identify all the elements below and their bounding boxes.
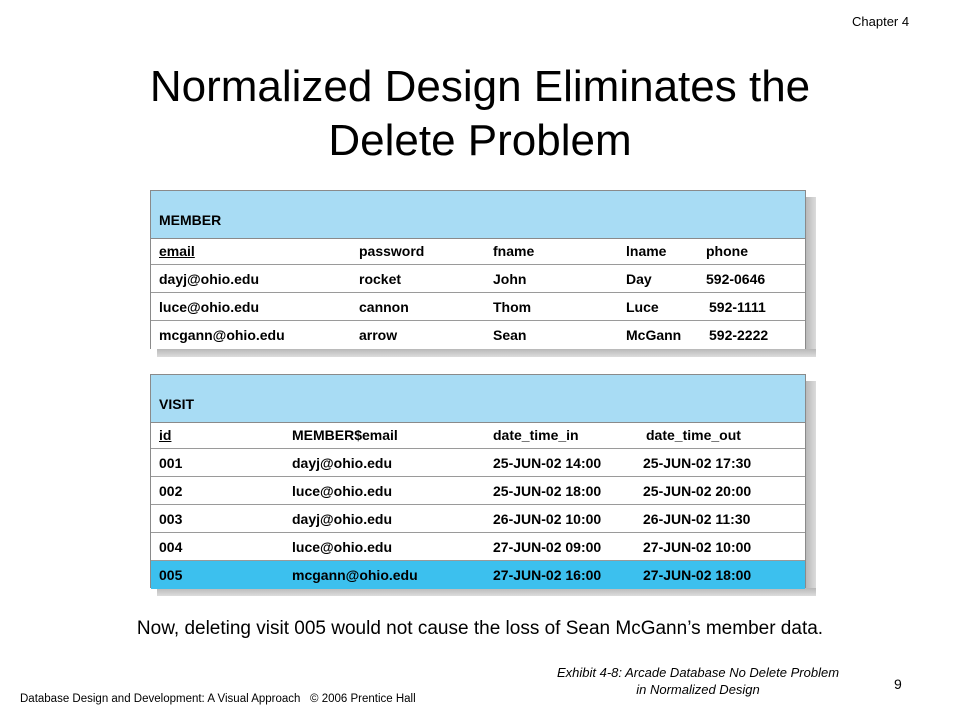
exhibit-caption-line-2: in Normalized Design [636, 682, 760, 697]
member-cell-phone: 592-1111 [709, 299, 766, 315]
visit-table-shadow-right [806, 381, 816, 588]
visit-col-member-email: MEMBER$email [292, 427, 398, 443]
member-cell-lname: Day [626, 271, 652, 287]
visit-cell-date-time-out: 25-JUN-02 20:00 [643, 483, 752, 499]
visit-header-row [151, 423, 805, 449]
visit-cell-date-time-in: 25-JUN-02 14:00 [493, 455, 602, 471]
exhibit-caption [520, 664, 876, 698]
member-col-password: password [359, 243, 425, 259]
slide-title-line-2: Delete Problem [328, 116, 632, 165]
visit-cell-date-time-out: 26-JUN-02 11:30 [643, 511, 751, 527]
visit-col-date-time-out: date_time_out [646, 427, 741, 443]
visit-cell-id: 004 [159, 539, 183, 555]
slide-title-line-1: Normalized Design Eliminates the [149, 62, 811, 111]
member-cell-password: arrow [359, 327, 398, 343]
member-table-shadow-bottom [157, 349, 816, 357]
member-header-row [151, 239, 805, 265]
member-cell-phone: 592-0646 [706, 271, 766, 287]
visit-row [151, 533, 805, 561]
member-table-shadow-right [806, 197, 816, 349]
visit-cell-id: 003 [159, 511, 183, 527]
visit-cell-member-email: dayj@ohio.edu [292, 511, 392, 527]
visit-row [151, 477, 805, 505]
slide-title [0, 60, 960, 168]
exhibit-caption-line-1: Exhibit 4-8: Arcade Database No Delete Problem [556, 665, 840, 680]
visit-cell-date-time-in: 25-JUN-02 18:00 [493, 483, 602, 499]
visit-table-title-bar [151, 375, 805, 423]
visit-table [150, 374, 806, 588]
visit-col-id: id [159, 427, 172, 443]
visit-cell-id: 005 [159, 567, 183, 583]
visit-table-shadow-bottom [157, 588, 816, 596]
member-col-fname: fname [493, 243, 535, 259]
member-cell-fname: John [493, 271, 527, 287]
chapter-label: Chapter 4 [852, 14, 910, 29]
member-cell-phone: 592-2222 [709, 327, 769, 343]
member-table-title-bar [151, 191, 805, 239]
visit-cell-id: 002 [159, 483, 183, 499]
member-col-phone: phone [706, 243, 748, 259]
member-cell-fname: Thom [493, 299, 532, 315]
member-cell-email: mcgann@ohio.edu [159, 327, 285, 343]
member-table-name: MEMBER [159, 212, 222, 228]
visit-row-highlighted [151, 561, 805, 589]
member-cell-password: cannon [359, 299, 409, 315]
visit-cell-date-time-out: 25-JUN-02 17:30 [643, 455, 752, 471]
visit-cell-date-time-in: 26-JUN-02 10:00 [493, 511, 602, 527]
visit-cell-member-email: mcgann@ohio.edu [292, 567, 418, 583]
member-cell-password: rocket [359, 271, 402, 287]
member-cell-email: luce@ohio.edu [159, 299, 259, 315]
member-col-lname: lname [626, 243, 667, 259]
visit-cell-member-email: luce@ohio.edu [292, 539, 392, 555]
explanation-note: Now, deleting visit 005 would not cause the loss of Sean McGann’s member data. [136, 618, 824, 639]
footer-credit: Database Design and Development: A Visual Approach © 2006 Prentice Hall [20, 693, 416, 705]
member-table [150, 190, 806, 349]
member-row [151, 321, 805, 349]
member-col-email: email [159, 243, 195, 259]
visit-cell-id: 001 [159, 455, 183, 471]
page-number: 9 [894, 676, 902, 692]
visit-row [151, 505, 805, 533]
visit-row [151, 449, 805, 477]
visit-cell-date-time-in: 27-JUN-02 09:00 [493, 539, 602, 555]
visit-cell-member-email: luce@ohio.edu [292, 483, 392, 499]
visit-cell-date-time-in: 27-JUN-02 16:00 [493, 567, 602, 583]
visit-cell-date-time-out: 27-JUN-02 10:00 [643, 539, 752, 555]
member-row [151, 293, 805, 321]
member-cell-lname: McGann [626, 327, 682, 343]
member-row [151, 265, 805, 293]
visit-cell-member-email: dayj@ohio.edu [292, 455, 392, 471]
member-cell-email: dayj@ohio.edu [159, 271, 259, 287]
member-cell-lname: Luce [626, 299, 659, 315]
visit-table-name: VISIT [159, 396, 195, 412]
member-cell-fname: Sean [493, 327, 527, 343]
visit-col-date-time-in: date_time_in [493, 427, 579, 443]
visit-cell-date-time-out: 27-JUN-02 18:00 [643, 567, 752, 583]
